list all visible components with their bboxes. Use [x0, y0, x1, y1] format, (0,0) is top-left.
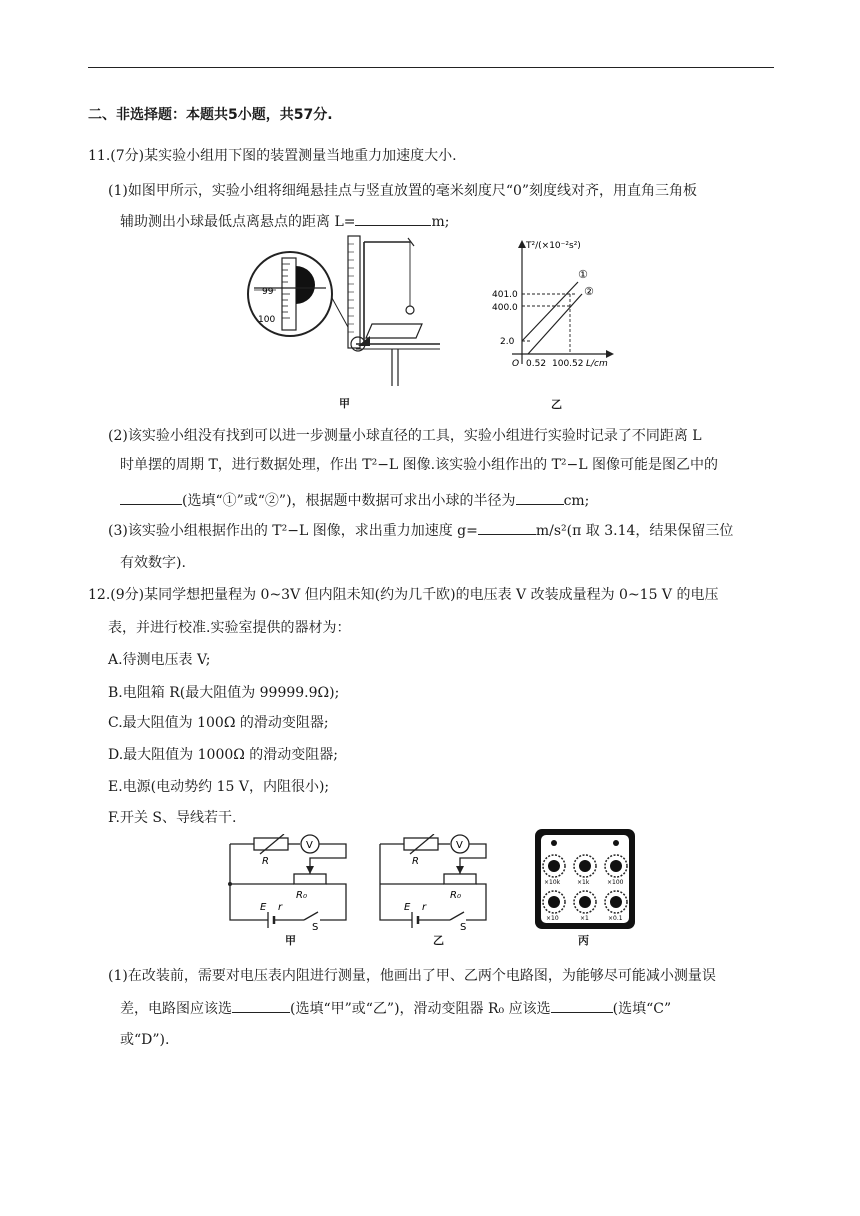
y-tick-401: 401.0 [492, 290, 518, 300]
label-r0: R₀ [450, 890, 461, 901]
label-s: S [460, 922, 467, 930]
stand-base [366, 324, 422, 338]
fig-label-jia: 甲 [339, 397, 350, 410]
circuit-label-yi: 乙 [433, 934, 444, 947]
answer-blank-rheostat[interactable] [551, 998, 613, 1013]
label-r-internal: r [278, 902, 283, 913]
resistance-box-figure [534, 828, 636, 930]
circuit-label-jia: 甲 [285, 934, 296, 947]
switch-s [450, 912, 464, 920]
q11-part3-text: (3)该实验小组根据作出的 T²−L 图像，求出重力加速度 g= [108, 523, 478, 539]
scale-label-100: 100 [258, 315, 276, 325]
switch-s [304, 912, 318, 920]
q11-heading: 11.(7分)某实验小组用下图的装置测量当地重力加速度大小. [88, 148, 457, 164]
y-tick-2: 2.0 [500, 337, 515, 347]
equipment-item-f: F.开关 S、导线若干. [108, 810, 237, 826]
q11-part3-line2: 有效数字). [120, 555, 186, 571]
equipment-item-e: E.电源(电动势约 15 V，内阻很小); [108, 779, 330, 795]
label-s: S [312, 922, 319, 930]
label-e: E [260, 902, 267, 913]
equipment-item-c: C.最大阻值为 100Ω 的滑动变阻器; [108, 715, 329, 731]
x-tick-10052: 100.52 [552, 359, 584, 369]
answer-blank-graph[interactable] [120, 490, 182, 505]
dial-label-10k: ×10k [544, 879, 561, 886]
pendulum-apparatus-figure [246, 228, 442, 390]
dial-label-01: ×0.1 [608, 915, 623, 922]
top-rule [88, 67, 774, 68]
line-label-2: ② [584, 285, 594, 298]
dial-label-1k: ×1k [577, 879, 590, 886]
q11-part2-unit: cm; [563, 493, 590, 509]
q11-part1-text: 辅助测出小球最低点离悬点的距离 L= [120, 214, 356, 230]
q12-part1-line3: 或“D”). [120, 1032, 170, 1048]
circuit-jia-figure [224, 834, 354, 930]
label-e: E [404, 902, 411, 913]
q12-part1-text-c: (选填“C” [612, 1001, 672, 1017]
y-axis-label: T²/(×10⁻²s²) [526, 241, 581, 251]
dial-label-10: ×10 [546, 915, 559, 922]
q11-part2-line3 [120, 490, 589, 511]
label-r: R [262, 856, 269, 867]
label-v: V [456, 840, 463, 851]
scale-label-99: 99 [262, 287, 274, 297]
q11-part1-line1: (1)如图甲所示，实验小组将细绳悬挂点与竖直放置的毫米刻度尺“0”刻度线对齐，用直角三角板 [108, 183, 698, 199]
pendulum-bob [406, 306, 414, 314]
fig-label-yi: 乙 [551, 398, 562, 411]
q12-heading-line1: 12.(9分)某同学想把量程为 0~3V 但内阻未知(约为几千欧)的电压表 V 改装成量程为 0~15 V 的电压 [88, 587, 719, 603]
terminal-right [613, 840, 619, 846]
answer-blank-g[interactable] [478, 520, 536, 535]
terminal-left [551, 840, 557, 846]
equipment-item-a: A.待测电压表 V; [108, 652, 211, 668]
x-axis-label: L/cm [586, 359, 608, 369]
q11-part3-line1 [108, 520, 733, 541]
q11-part3-unit: m/s²(π 取 3.14，结果保留三位 [535, 523, 734, 539]
answer-blank-L[interactable] [355, 211, 431, 226]
q12-part1-line1: (1)在改装前，需要对电压表内阻进行测量，他画出了甲、乙两个电路图，为能够尽可能减小测量误 [108, 968, 716, 984]
q12-part1-text-a: 差，电路图应该选 [120, 1001, 232, 1017]
circuit-yi-figure [374, 834, 504, 930]
section-title: 二、非选择题：本题共5小题，共57分. [88, 107, 333, 123]
q12-part1-text-b: (选填“甲”或“乙”)，滑动变阻器 R₀ 应该选 [290, 1001, 551, 1017]
answer-blank-circuit[interactable] [232, 998, 290, 1013]
fig-label-bing: 丙 [578, 934, 589, 947]
answer-blank-radius[interactable] [516, 490, 564, 505]
label-r0: R₀ [296, 890, 307, 901]
origin-label: O [512, 359, 520, 369]
graph-line-2 [528, 294, 582, 354]
dial-label-1: ×1 [580, 915, 589, 922]
label-r: R [412, 856, 419, 867]
x-tick-052: 0.52 [526, 359, 547, 369]
q11-part2-line2: 时单摆的周期 T，进行数据处理，作出 T²−L 图像.该实验小组作出的 T²−L 图像可能是图乙中的 [120, 457, 718, 473]
rheostat-r0 [444, 874, 476, 884]
t2-l-graph [490, 236, 620, 382]
q12-part1-line2 [120, 998, 671, 1019]
dial-label-100: ×100 [607, 879, 624, 886]
label-r-internal: r [422, 902, 427, 913]
y-tick-400: 400.0 [492, 303, 518, 313]
line-label-1: ① [578, 268, 588, 281]
q11-part2-text: (选填“①”或“②”)，根据题中数据可求出小球的半径为 [182, 493, 516, 509]
q11-part2-line1: (2)该实验小组没有找到可以进一步测量小球直径的工具，实验小组进行实验时记录了不同距离 L [108, 428, 702, 444]
q12-heading-line2: 表，并进行校准.实验室提供的器材为： [108, 620, 351, 636]
equipment-item-d: D.最大阻值为 1000Ω 的滑动变阻器; [108, 747, 339, 763]
rheostat-r0 [294, 874, 326, 884]
equipment-item-b: B.电阻箱 R(最大阻值为 99999.9Ω); [108, 685, 340, 701]
q11-part1-unit: m; [431, 214, 450, 230]
label-v: V [306, 840, 313, 851]
